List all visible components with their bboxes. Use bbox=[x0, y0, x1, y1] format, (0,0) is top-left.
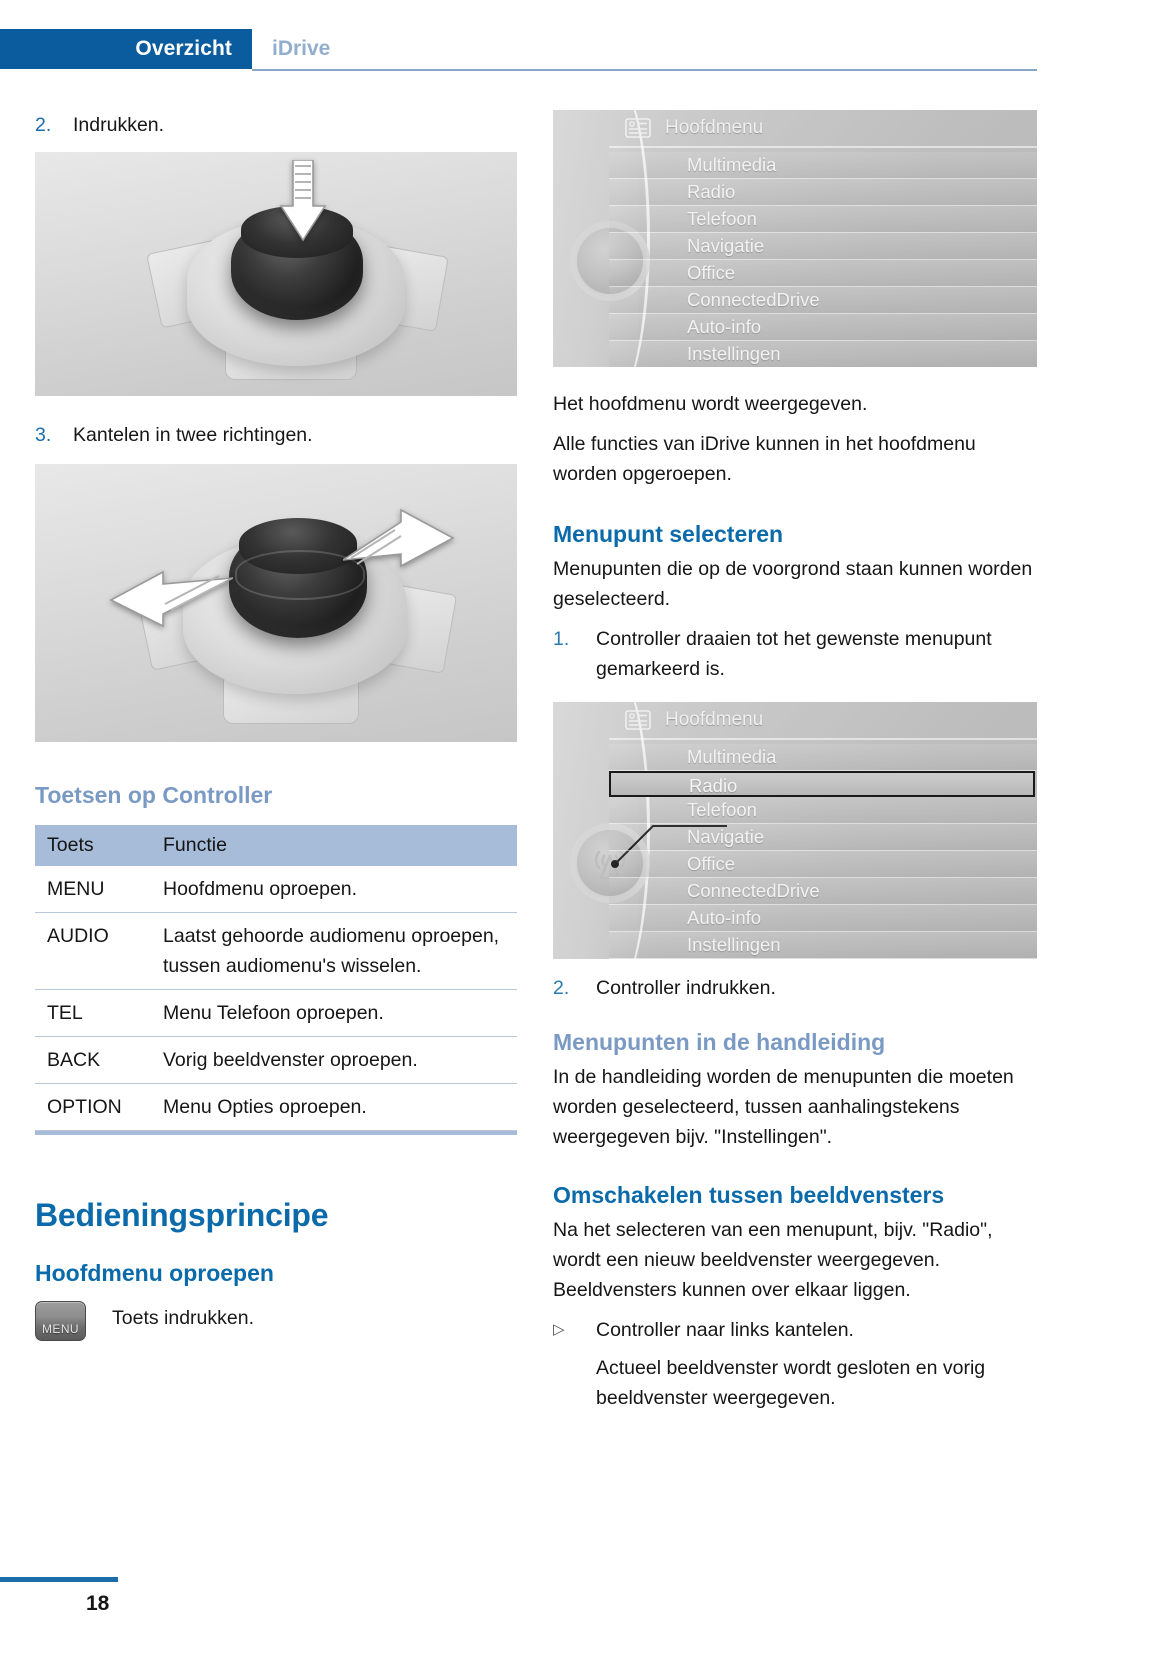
paragraph-omschakelen: Na het selecteren van een menupunt, bijv. "Radio", wordt een nieuw beeldvenster weergegeven. Beeldvensters kunnen over elkaar liggen. bbox=[553, 1219, 993, 1301]
idrive-menu-item-multimedia[interactable]: Multimedia bbox=[609, 152, 1037, 179]
tab-idrive-label: iDrive bbox=[272, 37, 331, 60]
table-row bbox=[35, 913, 517, 990]
table-row bbox=[35, 990, 517, 1037]
step-marker: 2. bbox=[553, 977, 570, 999]
idrive-menu-item-navigatie[interactable]: Navigatie bbox=[609, 233, 1037, 260]
menu-key-instruction-row bbox=[35, 1301, 517, 1341]
key-function: Hoofdmenu oproepen. bbox=[151, 866, 517, 913]
step-text: Controller indrukken. bbox=[596, 977, 776, 999]
idrive-menu-item-telefoon[interactable]: Telefoon bbox=[609, 797, 1037, 824]
step-marker: 3. bbox=[35, 424, 52, 446]
main-menu-icon bbox=[625, 710, 651, 730]
idrive-menu-list bbox=[609, 152, 1037, 367]
menu-button-label: MENU bbox=[42, 1322, 79, 1336]
key-function: Vorig beeldvenster oproepen. bbox=[151, 1037, 517, 1084]
column-header-functie: Functie bbox=[151, 825, 517, 866]
idrive-title: Hoofdmenu bbox=[665, 709, 764, 730]
step-item-1 bbox=[553, 624, 1037, 684]
idrive-menu-item-auto-info[interactable]: Auto-info bbox=[609, 314, 1037, 341]
left-column bbox=[35, 110, 517, 1341]
step-text: Kantelen in twee richtingen. bbox=[73, 424, 313, 446]
step-item-3 bbox=[35, 420, 517, 450]
key-name: MENU bbox=[35, 866, 151, 913]
tab-overzicht-label: Overzicht bbox=[135, 37, 232, 60]
tab-idrive[interactable] bbox=[272, 29, 330, 69]
idrive-menu-item-office[interactable]: Office bbox=[609, 260, 1037, 287]
idrive-title-divider bbox=[609, 146, 1037, 148]
idrive-menu-item-instellingen[interactable]: Instellingen bbox=[609, 341, 1037, 367]
bullet-item-tilt-left bbox=[553, 1315, 1037, 1345]
idrive-menu-item-radio[interactable]: Radio bbox=[609, 179, 1037, 206]
page-number: 18 bbox=[86, 1592, 110, 1615]
idrive-menu-item-radio-selected[interactable]: Radio bbox=[609, 771, 1035, 797]
controller-keys-table bbox=[35, 825, 517, 1131]
menu-key-instruction-text: Toets indrukken. bbox=[112, 1307, 254, 1329]
table-row bbox=[35, 1037, 517, 1084]
tilt-left-arrow-icon bbox=[93, 556, 233, 642]
heading-menupunten-handleiding: Menupunten in de handleiding bbox=[553, 1029, 886, 1055]
controller-press-illustration bbox=[35, 152, 517, 396]
table-bottom-divider bbox=[35, 1131, 517, 1135]
triangle-bullet-icon: ▷ bbox=[553, 1321, 565, 1338]
table-row bbox=[35, 866, 517, 913]
keys-table-heading: Toetsen op Controller bbox=[35, 782, 273, 808]
idrive-menu-item-instellingen[interactable]: Instellingen bbox=[609, 932, 1037, 959]
idrive-titlebar bbox=[609, 110, 1037, 146]
key-name: TEL bbox=[35, 990, 151, 1037]
table-row bbox=[35, 1084, 517, 1131]
footer-divider bbox=[0, 1577, 118, 1582]
paragraph-handleiding: In de handleiding worden de menupunten die moeten worden geselecteerd, tussen aanhalingstekens weergegeven bijv. "Instellingen". bbox=[553, 1066, 1014, 1148]
subsection-hoofdmenu-oproepen: Hoofdmenu oproepen bbox=[35, 1260, 274, 1286]
idrive-menu-item-multimedia[interactable]: Multimedia bbox=[609, 744, 1037, 771]
idrive-screen-main-menu bbox=[553, 110, 1037, 367]
tab-overzicht[interactable] bbox=[0, 29, 252, 69]
paragraph-alle-functies: Alle functies van iDrive kunnen in het hoofdmenu worden opgeroepen. bbox=[553, 433, 976, 485]
header-divider bbox=[252, 69, 1037, 71]
step-marker: 1. bbox=[553, 628, 570, 650]
right-column bbox=[553, 110, 1037, 1423]
idrive-menu-item-connecteddrive[interactable]: ConnectedDrive bbox=[609, 287, 1037, 314]
step-marker: 2. bbox=[35, 114, 52, 136]
idrive-title: Hoofdmenu bbox=[665, 117, 764, 138]
paragraph-hoofdmenu-weergegeven: Het hoofdmenu wordt weergegeven. bbox=[553, 393, 868, 415]
tilt-right-arrow-icon bbox=[343, 508, 471, 592]
key-name: BACK bbox=[35, 1037, 151, 1084]
idrive-menu-item-auto-info[interactable]: Auto-info bbox=[609, 905, 1037, 932]
idrive-menu-item-telefoon[interactable]: Telefoon bbox=[609, 206, 1037, 233]
idrive-menu-item-navigatie[interactable]: Navigatie bbox=[609, 824, 1037, 851]
page-section-title: Bedieningsprincipe bbox=[35, 1197, 329, 1233]
column-header-toets: Toets bbox=[35, 825, 151, 866]
idrive-titlebar bbox=[609, 702, 1037, 738]
step-text: Controller draaien tot het gewenste menupunt gemarkeerd is. bbox=[596, 628, 992, 680]
page-header bbox=[0, 29, 1037, 69]
step-text: Indrukken. bbox=[73, 114, 165, 136]
idrive-screen-radio-selected bbox=[553, 702, 1037, 959]
main-menu-icon bbox=[625, 118, 651, 138]
idrive-menu-item-connecteddrive[interactable]: ConnectedDrive bbox=[609, 878, 1037, 905]
paragraph-beeldvenster-gesloten: Actueel beeldvenster wordt gesloten en vorig beeldvenster weergegeven. bbox=[596, 1357, 986, 1409]
step-item-2 bbox=[553, 973, 1037, 1003]
controller-tilt-illustration bbox=[35, 464, 517, 742]
heading-menupunt-selecteren: Menupunt selecteren bbox=[553, 521, 784, 547]
bullet-text: Controller naar links kantelen. bbox=[596, 1319, 854, 1341]
idrive-menu-item-office[interactable]: Office bbox=[609, 851, 1037, 878]
idrive-menu-list bbox=[609, 744, 1037, 959]
menu-button-icon[interactable] bbox=[35, 1301, 86, 1341]
key-function: Laatst gehoorde audiomenu oproepen, tussen audiomenu's wisselen. bbox=[151, 913, 517, 990]
paragraph-menupunten-voorgrond: Menupunten die op de voorgrond staan kunnen worden geselecteerd. bbox=[553, 558, 1033, 610]
idrive-title-divider bbox=[609, 738, 1037, 740]
table-header-row bbox=[35, 825, 517, 866]
key-function: Menu Opties oproepen. bbox=[151, 1084, 517, 1131]
key-name: AUDIO bbox=[35, 913, 151, 990]
press-arrow-icon bbox=[279, 160, 327, 246]
step-item-2 bbox=[35, 110, 517, 140]
key-name: OPTION bbox=[35, 1084, 151, 1131]
heading-omschakelen-beeldvensters: Omschakelen tussen beeldvensters bbox=[553, 1182, 945, 1208]
key-function: Menu Telefoon oproepen. bbox=[151, 990, 517, 1037]
